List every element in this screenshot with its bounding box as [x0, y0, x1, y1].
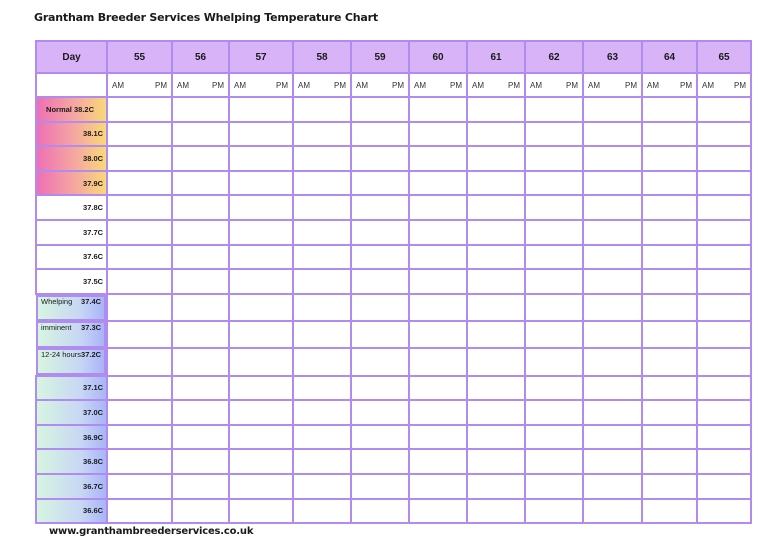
temperature-entry-cell[interactable]: [583, 294, 642, 322]
temperature-value: 37.3C: [81, 323, 102, 333]
am-label: AM: [177, 80, 190, 90]
temperature-entry-cell[interactable]: [642, 245, 697, 270]
temperature-entry-cell[interactable]: [351, 294, 409, 322]
temperature-entry-cell[interactable]: [351, 171, 409, 196]
page-title: Grantham Breeder Services Whelping Temperature Chart: [34, 11, 378, 24]
table-row: [36, 321, 751, 348]
temperature-value: 36.9C: [83, 432, 104, 442]
day-56-header: 56: [172, 41, 229, 73]
temperature-entry-cell[interactable]: [351, 245, 409, 270]
temperature-label: [36, 122, 107, 147]
temperature-entry-cell[interactable]: [642, 348, 697, 376]
temperature-entry-cell[interactable]: [229, 321, 293, 348]
day-58-header: 58: [293, 41, 351, 73]
temperature-entry-cell[interactable]: [467, 400, 525, 425]
temperature-entry-cell[interactable]: [583, 499, 642, 524]
table-row: [36, 122, 751, 147]
temperature-entry-cell[interactable]: [351, 376, 409, 401]
table-row: [36, 425, 751, 450]
day-63-header: 63: [583, 41, 642, 73]
am-label: AM: [414, 80, 427, 90]
am-label: AM: [530, 80, 543, 90]
temperature-entry-cell[interactable]: [583, 220, 642, 245]
temperature-entry-cell[interactable]: [229, 449, 293, 474]
ampm-cell-day-57: [229, 73, 293, 97]
temperature-entry-cell[interactable]: [409, 376, 467, 401]
pm-label: PM: [680, 80, 693, 90]
temperature-entry-cell[interactable]: [467, 97, 525, 122]
table-row: [36, 294, 751, 322]
temperature-entry-cell[interactable]: [351, 269, 409, 294]
temperature-entry-cell[interactable]: [107, 376, 172, 401]
temperature-entry-cell[interactable]: [583, 245, 642, 270]
temperature-entry-cell[interactable]: [697, 171, 751, 196]
pm-label: PM: [392, 80, 405, 90]
temperature-entry-cell[interactable]: [525, 321, 583, 348]
temperature-entry-cell[interactable]: [107, 449, 172, 474]
am-label: AM: [356, 80, 369, 90]
temperature-entry-cell[interactable]: [229, 425, 293, 450]
day-59-header: 59: [351, 41, 409, 73]
temperature-entry-cell[interactable]: [351, 321, 409, 348]
temperature-entry-cell[interactable]: [229, 245, 293, 270]
temperature-entry-cell[interactable]: [172, 220, 229, 245]
temperature-entry-cell[interactable]: [467, 146, 525, 171]
am-label: AM: [702, 80, 715, 90]
am-label: AM: [298, 80, 311, 90]
temperature-entry-cell[interactable]: [409, 499, 467, 524]
temperature-entry-cell[interactable]: [525, 195, 583, 220]
temperature-entry-cell[interactable]: [172, 245, 229, 270]
table-row: [36, 220, 751, 245]
temperature-value: 37.9C: [83, 178, 104, 188]
temperature-entry-cell[interactable]: [107, 220, 172, 245]
temperature-entry-cell[interactable]: [583, 171, 642, 196]
temperature-entry-cell[interactable]: [293, 195, 351, 220]
temperature-entry-cell[interactable]: [107, 294, 172, 322]
temperature-entry-cell[interactable]: [229, 122, 293, 147]
temperature-value: 38.0C: [83, 153, 104, 163]
temperature-entry-cell[interactable]: [697, 97, 751, 122]
temperature-entry-cell[interactable]: [583, 425, 642, 450]
temperature-entry-cell[interactable]: [409, 195, 467, 220]
temperature-value: 37.8C: [83, 203, 104, 213]
day-62-header: 62: [525, 41, 583, 73]
table-row: [36, 97, 751, 122]
temperature-entry-cell[interactable]: [642, 97, 697, 122]
table-row: [36, 376, 751, 401]
day-header: Day: [36, 41, 107, 73]
temperature-value: 37.0C: [83, 407, 104, 417]
temperature-entry-cell[interactable]: [642, 425, 697, 450]
am-label: AM: [472, 80, 485, 90]
am-label: AM: [112, 80, 125, 90]
temperature-entry-cell[interactable]: [642, 400, 697, 425]
ampm-cell-day-59: [351, 73, 409, 97]
temperature-label: [36, 245, 107, 270]
temperature-entry-cell[interactable]: [293, 348, 351, 376]
temperature-entry-cell[interactable]: [229, 269, 293, 294]
temperature-entry-cell[interactable]: [293, 294, 351, 322]
temperature-entry-cell[interactable]: [351, 97, 409, 122]
temperature-entry-cell[interactable]: [697, 499, 751, 524]
pm-label: PM: [334, 80, 347, 90]
temperature-entry-cell[interactable]: [172, 269, 229, 294]
temperature-entry-cell[interactable]: [351, 195, 409, 220]
temperature-entry-cell[interactable]: [229, 400, 293, 425]
temperature-note: Whelping: [41, 296, 73, 306]
temperature-entry-cell[interactable]: [107, 474, 172, 499]
temperature-entry-cell[interactable]: [467, 376, 525, 401]
day-65-header: 65: [697, 41, 751, 73]
temperature-note: 12-24 hours: [41, 349, 82, 359]
temperature-label: [36, 321, 106, 348]
temperature-entry-cell[interactable]: [642, 269, 697, 294]
table-row: [36, 474, 751, 499]
temperature-value: 38.2C: [73, 104, 94, 114]
temperature-entry-cell[interactable]: [351, 400, 409, 425]
temperature-entry-cell[interactable]: [697, 220, 751, 245]
temperature-entry-cell[interactable]: [172, 474, 229, 499]
temperature-entry-cell[interactable]: [351, 449, 409, 474]
temperature-entry-cell[interactable]: [467, 474, 525, 499]
temperature-entry-cell[interactable]: [697, 400, 751, 425]
temperature-label: [36, 425, 107, 450]
temperature-entry-cell[interactable]: [525, 171, 583, 196]
temperature-entry-cell[interactable]: [172, 294, 229, 322]
temperature-entry-cell[interactable]: [467, 269, 525, 294]
temperature-entry-cell[interactable]: [409, 449, 467, 474]
pm-label: PM: [276, 80, 289, 90]
temperature-label: [36, 295, 106, 322]
temperature-entry-cell[interactable]: [525, 499, 583, 524]
pm-label: PM: [508, 80, 521, 90]
temperature-entry-cell[interactable]: [293, 171, 351, 196]
temperature-entry-cell[interactable]: [583, 269, 642, 294]
table-row: [36, 400, 751, 425]
temperature-entry-cell[interactable]: [351, 499, 409, 524]
temperature-entry-cell[interactable]: [467, 348, 525, 376]
table-row: [36, 269, 751, 294]
temperature-entry-cell[interactable]: [107, 122, 172, 147]
temperature-entry-cell[interactable]: [172, 400, 229, 425]
temperature-entry-cell[interactable]: [642, 376, 697, 401]
temperature-entry-cell[interactable]: [293, 425, 351, 450]
temperature-entry-cell[interactable]: [583, 474, 642, 499]
temperature-entry-cell[interactable]: [293, 499, 351, 524]
pm-label: PM: [734, 80, 747, 90]
temperature-note: Normal: [46, 104, 72, 114]
temperature-entry-cell[interactable]: [642, 294, 697, 322]
temperature-entry-cell[interactable]: [697, 425, 751, 450]
temperature-label: [36, 220, 107, 245]
temperature-entry-cell[interactable]: [642, 122, 697, 147]
temperature-entry-cell[interactable]: [642, 146, 697, 171]
temperature-entry-cell[interactable]: [351, 474, 409, 499]
temperature-entry-cell[interactable]: [229, 348, 293, 376]
temperature-entry-cell[interactable]: [525, 400, 583, 425]
temperature-entry-cell[interactable]: [107, 269, 172, 294]
temperature-entry-cell[interactable]: [172, 449, 229, 474]
temperature-entry-cell[interactable]: [293, 146, 351, 171]
temperature-entry-cell[interactable]: [172, 348, 229, 376]
temperature-entry-cell[interactable]: [409, 348, 467, 376]
pm-label: PM: [155, 80, 168, 90]
temperature-entry-cell[interactable]: [583, 449, 642, 474]
temperature-entry-cell[interactable]: [467, 195, 525, 220]
temperature-entry-cell[interactable]: [409, 425, 467, 450]
temperature-entry-cell[interactable]: [107, 348, 172, 376]
am-label: AM: [647, 80, 660, 90]
temperature-entry-cell[interactable]: [293, 376, 351, 401]
temperature-entry-cell[interactable]: [172, 122, 229, 147]
temperature-entry-cell[interactable]: [697, 474, 751, 499]
temperature-entry-cell[interactable]: [697, 449, 751, 474]
temperature-entry-cell[interactable]: [409, 171, 467, 196]
temperature-entry-cell[interactable]: [293, 269, 351, 294]
temperature-entry-cell[interactable]: [351, 122, 409, 147]
temperature-entry-cell[interactable]: [467, 171, 525, 196]
pm-label: PM: [566, 80, 579, 90]
temperature-entry-cell[interactable]: [172, 499, 229, 524]
pm-label: PM: [625, 80, 638, 90]
temperature-entry-cell[interactable]: [467, 220, 525, 245]
temperature-entry-cell[interactable]: [467, 245, 525, 270]
temperature-entry-cell[interactable]: [229, 376, 293, 401]
temperature-value: 37.5C: [83, 276, 104, 286]
temperature-label: [36, 269, 107, 294]
ampm-cell-day-65: [697, 73, 751, 97]
temperature-entry-cell[interactable]: [583, 122, 642, 147]
temperature-entry-cell[interactable]: [172, 171, 229, 196]
temperature-entry-cell[interactable]: [642, 474, 697, 499]
temperature-entry-cell[interactable]: [525, 425, 583, 450]
temperature-label: [36, 474, 107, 499]
temperature-entry-cell[interactable]: [697, 245, 751, 270]
table-row: [36, 449, 751, 474]
ampm-cell-day-58: [293, 73, 351, 97]
temperature-entry-cell[interactable]: [293, 122, 351, 147]
temperature-entry-cell[interactable]: [293, 97, 351, 122]
temperature-entry-cell[interactable]: [525, 122, 583, 147]
temperature-value: 37.7C: [83, 227, 104, 237]
temperature-entry-cell[interactable]: [642, 171, 697, 196]
temperature-label: [36, 449, 107, 474]
temperature-label: [36, 146, 107, 171]
website-footer: www.granthambreederservices.co.uk: [49, 526, 254, 537]
temperature-entry-cell[interactable]: [409, 269, 467, 294]
temperature-entry-cell[interactable]: [467, 122, 525, 147]
temperature-entry-cell[interactable]: [107, 245, 172, 270]
temperature-entry-cell[interactable]: [409, 294, 467, 322]
temperature-entry-cell[interactable]: [525, 245, 583, 270]
temperature-entry-cell[interactable]: [351, 425, 409, 450]
table-row: [36, 348, 751, 376]
ampm-cell-day-60: [409, 73, 467, 97]
temperature-entry-cell[interactable]: [409, 122, 467, 147]
day-55-header: 55: [107, 41, 172, 73]
temperature-entry-cell[interactable]: [409, 321, 467, 348]
temperature-entry-cell[interactable]: [467, 499, 525, 524]
temperature-entry-cell[interactable]: [229, 220, 293, 245]
temperature-entry-cell[interactable]: [642, 449, 697, 474]
am-label: AM: [588, 80, 601, 90]
temperature-entry-cell[interactable]: [172, 146, 229, 171]
temperature-entry-cell[interactable]: [409, 245, 467, 270]
temperature-chart-table: [35, 40, 752, 524]
day-57-header: 57: [229, 41, 293, 73]
temperature-label: [36, 499, 107, 524]
temperature-entry-cell[interactable]: [525, 97, 583, 122]
temperature-entry-cell[interactable]: [525, 269, 583, 294]
ampm-cell-day-55: [107, 73, 172, 97]
temperature-entry-cell[interactable]: [107, 146, 172, 171]
temperature-entry-cell[interactable]: [467, 321, 525, 348]
temperature-entry-cell[interactable]: [293, 245, 351, 270]
temperature-value: 36.8C: [83, 457, 104, 467]
temperature-entry-cell[interactable]: [642, 321, 697, 348]
table-row: [36, 171, 751, 196]
temperature-entry-cell[interactable]: [697, 376, 751, 401]
temperature-entry-cell[interactable]: [467, 449, 525, 474]
temperature-entry-cell[interactable]: [293, 321, 351, 348]
temperature-entry-cell[interactable]: [583, 321, 642, 348]
temperature-entry-cell[interactable]: [642, 220, 697, 245]
temperature-label: [36, 97, 107, 122]
temperature-entry-cell[interactable]: [172, 376, 229, 401]
temperature-entry-cell[interactable]: [172, 321, 229, 348]
temperature-value: 37.2C: [81, 349, 102, 359]
day-61-header: 61: [467, 41, 525, 73]
temperature-entry-cell[interactable]: [172, 195, 229, 220]
temperature-entry-cell[interactable]: [107, 499, 172, 524]
temperature-entry-cell[interactable]: [467, 425, 525, 450]
temperature-entry-cell[interactable]: [697, 269, 751, 294]
table-row: [36, 245, 751, 270]
temperature-entry-cell[interactable]: [107, 97, 172, 122]
ampm-cell-day-62: [525, 73, 583, 97]
temperature-entry-cell[interactable]: [172, 425, 229, 450]
temperature-entry-cell[interactable]: [107, 321, 172, 348]
temperature-entry-cell[interactable]: [351, 348, 409, 376]
temperature-entry-cell[interactable]: [351, 146, 409, 171]
temperature-value: 36.7C: [83, 481, 104, 491]
table-row: [36, 146, 751, 171]
temperature-entry-cell[interactable]: [293, 400, 351, 425]
temperature-label: [36, 400, 107, 425]
temperature-entry-cell[interactable]: [293, 449, 351, 474]
ampm-cell-day-63: [583, 73, 642, 97]
pm-label: PM: [450, 80, 463, 90]
temperature-label: [36, 348, 106, 375]
temperature-entry-cell[interactable]: [697, 195, 751, 220]
temperature-entry-cell[interactable]: [351, 220, 409, 245]
temperature-value: 37.6C: [83, 252, 104, 262]
temperature-entry-cell[interactable]: [525, 474, 583, 499]
ampm-cell-day-56: [172, 73, 229, 97]
temperature-entry-cell[interactable]: [697, 348, 751, 376]
pm-label: PM: [212, 80, 225, 90]
day-60-header: 60: [409, 41, 467, 73]
temperature-entry-cell[interactable]: [229, 474, 293, 499]
temperature-entry-cell[interactable]: [409, 474, 467, 499]
temperature-entry-cell[interactable]: [229, 171, 293, 196]
temperature-entry-cell[interactable]: [525, 376, 583, 401]
temperature-entry-cell[interactable]: [583, 97, 642, 122]
temperature-entry-cell[interactable]: [293, 474, 351, 499]
temperature-entry-cell[interactable]: [525, 146, 583, 171]
temperature-entry-cell[interactable]: [583, 348, 642, 376]
table-row: [36, 499, 751, 524]
temperature-entry-cell[interactable]: [525, 348, 583, 376]
temperature-entry-cell[interactable]: [229, 195, 293, 220]
temperature-entry-cell[interactable]: [409, 97, 467, 122]
temperature-entry-cell[interactable]: [293, 220, 351, 245]
temperature-entry-cell[interactable]: [409, 220, 467, 245]
ampm-cell-day-61: [467, 73, 525, 97]
temperature-entry-cell[interactable]: [697, 294, 751, 322]
temperature-entry-cell[interactable]: [409, 400, 467, 425]
temperature-entry-cell[interactable]: [107, 400, 172, 425]
temperature-label: [36, 171, 107, 196]
temperature-value: 37.1C: [83, 383, 104, 393]
temperature-entry-cell[interactable]: [229, 499, 293, 524]
temperature-entry-cell[interactable]: [107, 425, 172, 450]
temperature-entry-cell[interactable]: [697, 146, 751, 171]
temperature-entry-cell[interactable]: [107, 195, 172, 220]
temperature-entry-cell[interactable]: [697, 321, 751, 348]
ampm-blank-cell: [36, 73, 107, 97]
temperature-entry-cell[interactable]: [525, 220, 583, 245]
temperature-entry-cell[interactable]: [229, 146, 293, 171]
temperature-value: 38.1C: [83, 129, 104, 139]
temperature-entry-cell[interactable]: [697, 122, 751, 147]
temperature-label: [36, 376, 107, 401]
temperature-entry-cell[interactable]: [583, 376, 642, 401]
temperature-entry-cell[interactable]: [583, 146, 642, 171]
temperature-label: [36, 195, 107, 220]
temperature-entry-cell[interactable]: [172, 97, 229, 122]
temperature-entry-cell[interactable]: [525, 449, 583, 474]
temperature-value: 36.6C: [83, 506, 104, 516]
temperature-entry-cell[interactable]: [642, 499, 697, 524]
table-row: [36, 195, 751, 220]
day-64-header: 64: [642, 41, 697, 73]
temperature-entry-cell[interactable]: [229, 294, 293, 322]
am-label: AM: [234, 80, 247, 90]
temperature-value: 37.4C: [81, 296, 102, 306]
temperature-note: imminent: [41, 323, 72, 333]
temperature-entry-cell[interactable]: [642, 195, 697, 220]
temperature-entry-cell[interactable]: [229, 97, 293, 122]
temperature-entry-cell[interactable]: [525, 294, 583, 322]
ampm-cell-day-64: [642, 73, 697, 97]
temperature-entry-cell[interactable]: [409, 146, 467, 171]
temperature-entry-cell[interactable]: [467, 294, 525, 322]
temperature-entry-cell[interactable]: [583, 195, 642, 220]
temperature-entry-cell[interactable]: [583, 400, 642, 425]
temperature-entry-cell[interactable]: [107, 171, 172, 196]
